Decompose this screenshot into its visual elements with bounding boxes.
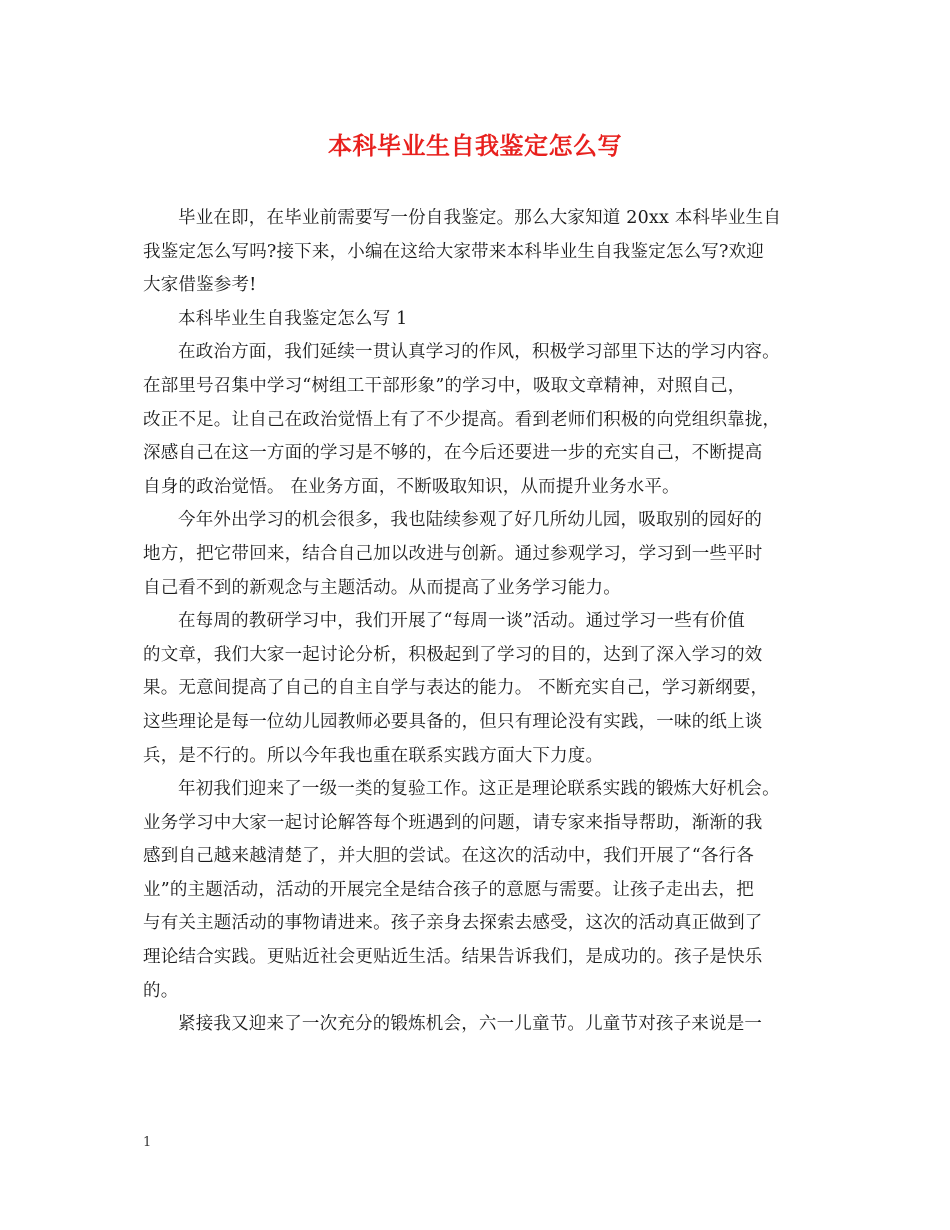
text-line: 我鉴定怎么写吗?接下来，小编在这给大家带来本科毕业生自我鉴定怎么写?欢迎 [143,241,764,262]
text-line: 的。 [143,980,179,1001]
text-line: 自己看不到的新观念与主题活动。从而提高了业务学习能力。 [143,577,621,598]
text-line: 毕业在即，在毕业前需要写一份自我鉴定。那么大家知道 20xx 本科毕业生自 [178,208,782,228]
text-line: 在部里号召集中学习“树组工干部形象”的学习中，吸取文章精神，对照自己， [143,375,746,396]
text-line: 这些理论是每一位幼儿园教师必要具备的，但只有理论没有实践，一味的纸上谈 [143,711,763,732]
text-line: 改正不足。让自己在政治觉悟上有了不少提高。看到老师们积极的向党组织靠拢， [143,409,781,430]
text-line: 与有关主题活动的事物请进来。孩子亲身去探索去感受，这次的活动真正做到了 [143,913,763,934]
text-line: 理论结合实践。更贴近社会更贴近生活。结果告诉我们，是成功的。孩子是快乐 [143,947,763,968]
text-line: 深感自己在这一方面的学习是不够的，在今后还要进一步的充实自己，不断提高 [143,443,763,464]
text-line: 年初我们迎来了一级一类的复验工作。这正是理论联系实践的锻炼大好机会。 [178,779,780,800]
text-line: 的文章，我们大家一起讨论分析，积极起到了学习的目的，达到了深入学习的效 [143,644,763,665]
text-line: 紧接我又迎来了一次充分的锻炼机会，六一儿童节。儿童节对孩子来说是一 [178,1014,763,1035]
text-line: 自身的政治觉悟。 在业务方面，不断吸取知识，从而提升业务水平。 [143,476,680,497]
document-body [143,202,813,1042]
text-line: 兵，是不行的。所以今年我也重在联系实践方面大下力度。 [143,745,604,766]
text-line: 本科毕业生自我鉴定怎么写 1 [178,308,408,329]
text-line: 感到自己越来越清楚了，并大胆的尝试。在这次的活动中，我们开展了“各行各 [143,846,754,867]
text-line: 今年外出学习的机会很多，我也陆续参观了好几所幼儿园，吸取别的园好的 [178,510,763,531]
text-line: 业”的主题活动，活动的开展完全是结合孩子的意愿与需要。让孩子走出去，把 [143,879,754,900]
text-line: 在每周的教研学习中，我们开展了“每周一谈”活动。通过学习一些有价值 [178,611,745,632]
text-line: 果。无意间提高了自己的自主自学与表达的能力。 不断充实自己，学习新纲要， [143,678,769,699]
document-title: 本科毕业生自我鉴定怎么写 [328,131,622,160]
page-number: 1 [143,1135,152,1150]
text-line: 在政治方面，我们延续一贯认真学习的作风，积极学习部里下达的学习内容。 [178,342,780,363]
text-line: 业务学习中大家一起讨论解答每个班遇到的问题，请专家来指导帮助，渐渐的我 [143,812,763,833]
text-line: 大家借鉴参考! [143,275,257,296]
text-line: 地方，把它带回来，结合自己加以改进与创新。通过参观学习，学习到一些平时 [143,543,763,564]
